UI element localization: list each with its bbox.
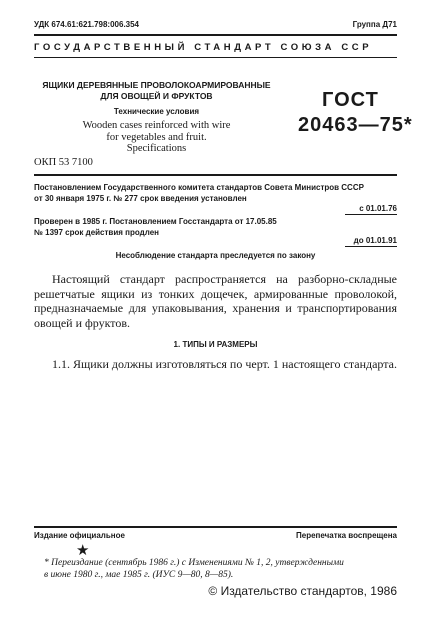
- gost-number: 20463—75*: [298, 114, 413, 136]
- star-icon: ★: [76, 543, 90, 559]
- title-rule: [34, 174, 397, 176]
- udc-code: УДК 674.61:621.798:006.354: [34, 20, 140, 29]
- decree-line-2: от 30 января 1975 г. № 277 срок введения установлен: [34, 194, 247, 203]
- title-english: [34, 120, 279, 155]
- verified-line-1: Проверен в 1985 г. Постановлением Госстандарта от 17.05.85: [34, 217, 277, 226]
- group-code: Группа Д71: [352, 20, 397, 29]
- title-line-2: ДЛЯ ОВОЩЕЙ И ФРУКТОВ: [100, 91, 213, 101]
- subtitle-ru: Технические условия: [113, 107, 200, 116]
- reissue-note: [34, 557, 397, 581]
- reprint-ban: Перепечатка воспрещена: [296, 531, 397, 540]
- date-extend-underline: [345, 246, 397, 247]
- publisher-copyright: © Издательство стандартов, 1986: [208, 584, 397, 598]
- verification-text: [34, 216, 334, 238]
- verified-line-2: № 1397 срок действия продлен: [34, 228, 159, 237]
- title-en-line-2: for vegetables and fruit.: [106, 131, 207, 143]
- decree-text: [34, 182, 397, 204]
- gost-label: ГОСТ: [322, 89, 379, 111]
- title-en-line-1: Wooden cases reinforced with wire: [82, 120, 231, 131]
- okp-code: ОКП 53 7100: [34, 157, 93, 168]
- scope-paragraph: Настоящий стандарт распространяется на разборно-складные решетчатые ящики из тонких дощечек, армированные проволокой, предназначаемые для упаковывания, хранения и транспортирования овощей и фруктов.: [34, 272, 397, 330]
- document-title: [34, 80, 279, 102]
- extension-date: до 01.01.91: [353, 236, 397, 245]
- top-rule: [34, 34, 397, 36]
- reissue-line-1: * Переиздание (сентябрь 1986 г.) с Изменениями № 1, 2, утвержденными: [44, 558, 344, 568]
- clause-1-1: 1.1. Ящики должны изготовляться по черт. 1 настоящего стандарта.: [52, 357, 397, 371]
- decree-line-1: Постановлением Государственного комитета стандартов Совета Министров СССР: [34, 183, 364, 192]
- title-line-1: ЯЩИКИ ДЕРЕВЯННЫЕ ПРОВОЛОКОАРМИРОВАННЫЕ: [42, 80, 271, 90]
- section-heading: 1. ТИПЫ И РАЗМЕРЫ: [173, 340, 258, 349]
- date-intro-underline: [345, 214, 397, 215]
- title-en-line-3: Specifications: [126, 143, 187, 154]
- official-edition: Издание официальное: [34, 531, 125, 540]
- introduction-date: с 01.01.76: [359, 204, 397, 213]
- standard-banner: ГОСУДАРСТВЕННЫЙ СТАНДАРТ СОЮЗА ССР: [34, 42, 373, 53]
- banner-rule: [34, 57, 397, 58]
- prosecution-notice: Несоблюдение стандарта преследуется по закону: [115, 251, 316, 260]
- reissue-line-2: в июне 1980 г., мае 1985 г. (ИУС 9—80, 8—85).: [44, 570, 234, 580]
- footer-rule: [34, 526, 397, 528]
